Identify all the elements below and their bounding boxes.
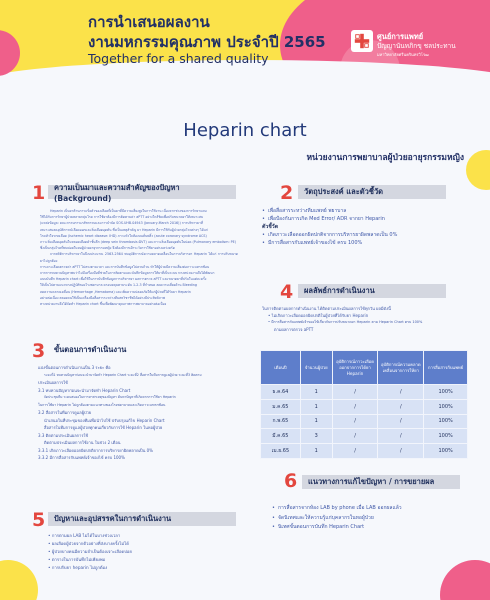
text-line: 3.1 ทบทวนปัญหาก่อนจะนำมาจัดทำ Heparin Chart	[38, 387, 131, 393]
text-line: ภาวะลิ่มเลือดอุดตันในหลอดเลือดดำชั้นลึก (deep vein thrombosis:DVT) และภาวะลิ่มเลือดอุดตันในปอด (Pulmonary embolism: PE)	[40, 240, 236, 245]
list-item: • การตามผล LAB ไม่ได้ในบางช่วงเวลา	[48, 533, 121, 538]
page-title: Heparin chart	[183, 120, 307, 141]
table-cell: 3	[300, 429, 332, 444]
column-header: อุบัติการณ์ความคลาดเคลื่อนจากการให้ยา	[378, 351, 424, 385]
table-cell: /	[378, 399, 424, 414]
list-item: • จัดนิเทศและให้ความรู้แก่บุคลากรในหอผู้ป่วย	[272, 514, 472, 524]
text-line: การเจาะเลือดตรวจค่า aPTT ไม่ตรงตามเวลา และการบันทึกข้อมูลไม่ครบถ้วน ทำให้ผู้ป่วยมีความเสี่ยงต่อภาวะแทรกซ้อน	[40, 264, 210, 269]
section-6-number: 6	[284, 470, 298, 492]
list-item: • ผลเลือดผู้ป่วยจากตัวอย่างที่ส่งบางครั้งไม่ได้	[48, 541, 129, 546]
table-row	[261, 399, 468, 414]
table-cell: 100%	[424, 414, 468, 429]
text-line: แบ่งขั้นตอนการดำเนินงานเป็น 3 ระยะ คือ	[38, 365, 111, 370]
table-cell: /	[332, 385, 378, 400]
table-cell: /	[332, 414, 378, 429]
item-text: เพื่อป้องกันการเกิด Med Error/ ADR จากยา Heparin	[268, 216, 385, 222]
text-line: นำเสนอในที่ประชุมของทีมเพื่อนำไปใช้ ปรับปรุงแก้ไข Heparin Chart	[44, 417, 165, 423]
list-item: • มีการสื่อสารกับแพทย์เจ้าของไข้ ครบ 100%	[262, 240, 363, 246]
event-slogan: Together for a shared quality	[88, 51, 269, 66]
table-cell: เม.ย.65	[261, 444, 301, 459]
section-1-title: ความเป็นมาและความสำคัญของปัญหา (Background)	[48, 185, 236, 199]
text-line: ติดตามประเมินผลการใช้งาน ในช่วง 2 เดือน	[44, 440, 121, 445]
item-text: ผู้ป่วยบางคนมีความจำเป็นต้องเจาะเลือดบ่อย	[51, 549, 132, 554]
results-table	[260, 350, 468, 459]
item-text: การปรับยา heparin ไม่ถูกต้อง	[51, 565, 108, 570]
table-cell: /	[378, 429, 424, 444]
item-text: จัดนิเทศและให้ความรู้แก่บุคลากรในหอผู้ป่วย	[278, 514, 374, 521]
text-line: 3.3.1 เกิดภาวะเลือดออกผิดปกติจากการบริหารยาผิดพลาดเป็น 0%	[38, 447, 153, 453]
list-item: • นิเทศขั้นตอนการบันทึก Heparin Chart	[272, 523, 472, 533]
table-cell: ก.พ.65	[261, 414, 301, 429]
table-cell: /	[378, 385, 424, 400]
list-item: • ไม่เกิดภาวะเลือดออกผิดปกติในผู้ป่วยที่ได้รับยา Heparin	[268, 313, 369, 318]
table-cell: 100%	[424, 429, 468, 444]
table-row	[261, 385, 468, 400]
table-cell: 1	[300, 399, 332, 414]
section-4-title: ผลลัพธ์การดำเนินงาน	[298, 284, 446, 298]
indicator-heading: ตัวชี้วัด	[262, 224, 279, 230]
department-name: หน่วยงานการพยาบาลผู้ป่วยอายุรกรรมหญิง	[306, 153, 464, 163]
item-text: ผลเลือดผู้ป่วยจากตัวอย่างที่ส่งบางครั้งไม่ได้	[51, 541, 129, 546]
text-line: ทางหน่วยงานจึงได้จัดทำ Heparin chart ขึ้นเพื่อพัฒนาคุณภาพการพยาบาลอย่างต่อเนื่อง	[40, 302, 167, 307]
table-header-row	[261, 351, 468, 385]
column-header: อุบัติการณ์ภาวะเลือดออกจากการได้ยา Heparin	[332, 351, 378, 385]
column-header: จำนวนผู้ป่วย	[300, 351, 332, 385]
table-cell: 100%	[424, 399, 468, 414]
list-item: • เกิดภาวะเลือดออกผิดปกติจากการบริหารยาผิดพลาดเป็น 0%	[262, 232, 398, 238]
text-line: ในการใช้ยา Heparin ไม่ถูกต้องตามแนวทางของโรงพยาบาลและเกิดภาวะแทรกซ้อน	[38, 402, 166, 407]
section-5-number: 5	[32, 509, 46, 531]
table-row	[261, 429, 468, 444]
text-line: ในการติดตามผลการดำเนินงาน ได้ติดตามประเมินผลการใช้ทุกวัน ผลมีดังนี้	[262, 306, 391, 311]
org-name-2: ปัญญานันทภิกขุ ชลประทาน	[377, 42, 456, 50]
item-text: มีการสื่อสารกับแพทย์เจ้าของไข้เกี่ยวกับการปรับขนาดยา Heparin ตาม Heparin Chart ครบ 100%	[271, 320, 423, 324]
item-text: ไม่เกิดภาวะเลือดออกผิดปกติในผู้ป่วยที่ได้รับยา Heparin	[271, 313, 369, 318]
item-text: การสื่อสารจากห้อง LAB by phone เมื่อ LAB ออกผลแล้ว	[278, 505, 402, 511]
text-line: Heparin เป็นยาต้านการแข็งตัวของเลือดที่เป็นยาที่มีความเสี่ยงสูงในการใช้งาน เนื่องจากช่วงของการรักษาแคบ	[50, 209, 207, 213]
table-cell: /	[378, 414, 424, 429]
text-line: ให้เป็นไปตามแนวทางปฏิบัติของโรงพยาบาล ครอบคลุมตามระดับ 1-2-3 ที่กำหนด ลดความเสี่ยงด้าน Bleeding	[40, 283, 197, 288]
header-banner	[0, 0, 490, 86]
table-cell: /	[332, 429, 378, 444]
table-cell: 1	[300, 385, 332, 400]
table-cell: 1	[300, 414, 332, 429]
text-line: (แหล่งข้อมูล: คณะกรรมการเภสัชกรรมและการบำบัด SOS.UHB.04943 (January-March 2016)) การบริหารยาที่	[40, 221, 204, 226]
text-line: จากสถิติการบริหารยาในปีงบประมาณ 2563-2564 พบอุบัติการณ์ความคลาดเคลื่อนในการบริหารยา Heparin ได้แก่ การปรับขนาดยาไม่ถูกต้อง	[40, 252, 238, 263]
org-name: ศูนย์การแพทย์	[377, 32, 424, 41]
table-cell: /	[332, 399, 378, 414]
deco-circle	[466, 150, 490, 190]
text-line: 3.3 ติดตามประเมินผลการใช้	[38, 432, 89, 438]
text-line: จากการทบทวนปัญหาพบว่าไม่มีเครื่องมือที่ช่วยในการติดตามและบันทึกข้อมูลการให้ยาที่เป็นระบบ ทางหน่วยงานจึงได้พัฒนา	[40, 271, 215, 276]
text-line: ประเมินผลการใช้	[38, 380, 68, 385]
text-line: ตามผลการตรวจ aPTT	[274, 327, 314, 332]
text-line: จัดประชุมทีม ระดมสมองในการหาสาเหตุของปัญหา ค้นหาปัญหาที่เกิดจากการใช้ยา Heparin	[44, 395, 176, 399]
text-line: โรคหัวใจขาดเลือด (Ischemic heart disease: IHD) ภาวะหัวใจห้องบนสั่นพลิ้ว (acute coronary syndrome ACS)	[40, 233, 207, 238]
section-5-title: ปัญหาและอุปสรรคในการดำเนินงาน	[48, 512, 236, 526]
event-subtitle: งานมหกรรมคุณภาพ ประจำปี 2565	[88, 33, 326, 51]
item-text: เกิดภาวะเลือดออกผิดปกติจากการบริหารยาผิดพลาดเป็น 0%	[268, 232, 398, 238]
text-line: 3.2 สื่อสารในทีมการดูแลผู้ป่วย	[38, 410, 92, 415]
table-cell: 100%	[424, 385, 468, 400]
list-item: • เพื่อป้องกันการเกิด Med Error/ ADR จากยา Heparin	[262, 216, 385, 222]
column-header: การสื่อสารกับแพทย์	[424, 351, 468, 385]
section-1-number: 1	[32, 182, 46, 204]
event-title: การนำเสนอผลงาน	[88, 13, 210, 31]
objectives-list	[262, 207, 472, 247]
table-cell: 100%	[424, 444, 468, 459]
section-6-title: แนวทางการแก้ไขปัญหา / การขยายผล	[302, 475, 460, 489]
list-item: • การปรับยา heparin ไม่ถูกต้อง	[48, 565, 108, 570]
deco-circle	[440, 560, 490, 600]
section-4-number: 4	[280, 281, 294, 303]
solutions-list	[272, 504, 472, 533]
column-header: เดือนปี	[261, 351, 301, 385]
text-line: เหมาะสมลดอุบัติการณ์เลือดออกและลิ่มเลือดอุดตัน ซึ่งเป็นเหตุสำคัญ ยา Heparin มีการใช้กับผู้ป่วยกลุ่มโรคต่างๆ ได้แก่	[40, 227, 208, 232]
table-cell: ม.ค.65	[261, 399, 301, 414]
text-line: ลดความคลาดเคลื่อน (Hemorrhage ,Hematoma) และเพิ่มความปลอดภัยให้แก่ผู้ป่วยที่ได้รับยา Heparin	[40, 289, 191, 294]
section-3-title: ขั้นตอนการดำเนินงาน	[54, 345, 127, 354]
section-2-number: 2	[280, 182, 294, 204]
background-paragraph	[40, 208, 238, 307]
list-item: • เพื่อสื่อสารระหว่างทีมแพทย์ พยาบาล	[262, 208, 347, 214]
text-line: 3.3.2 มีการสื่อสารกับแพทย์เจ้าของไข้ ครบ 100%	[38, 455, 125, 460]
list-item: • ตารางในการบันทึกไม่เพียงพอ	[48, 557, 106, 562]
table-cell: มี.ค.65	[261, 429, 301, 444]
deco-circle	[0, 560, 38, 600]
table-cell: /	[332, 444, 378, 459]
hospital-logo-icon	[351, 30, 373, 52]
table-cell: ธ.ค.64	[261, 385, 301, 400]
table-row	[261, 414, 468, 429]
text-line: ระยะที่1 ทบทวนปัญหาก่อนจะนำมาจัดทำ Heparin Chart ระยะที่2 สื่อสารในทีมการดูแลผู้ป่วย ระยะที่3 ติดตาม	[44, 372, 202, 377]
table-cell: /	[378, 444, 424, 459]
item-text: เพื่อสื่อสารระหว่างทีมแพทย์ พยาบาล	[268, 208, 347, 214]
list-item: • มีการสื่อสารกับแพทย์เจ้าของไข้เกี่ยวกับการปรับขนาดยา Heparin ตาม Heparin Chart ครบ 100%	[268, 320, 423, 324]
text-line: แบบบันทึก Heparin chart เพื่อใช้ในการบันทึกข้อมูลการบริหารยา ผลการตรวจ aPTT และขนาดยาที่ปรับในแต่ละครั้ง	[40, 277, 207, 282]
table-row	[261, 444, 468, 459]
list-item: • การสื่อสารจากห้อง LAB by phone เมื่อ LAB ออกผลแล้ว	[272, 504, 472, 514]
org-university: มหาวิทยาลัยศรีนครินทรวิโรฒ	[377, 52, 429, 57]
procedure-list	[38, 364, 238, 462]
list-item: • ผู้ป่วยบางคนมีความจำเป็นต้องเจาะเลือดบ่อย	[48, 549, 132, 554]
item-text: การตามผล LAB ไม่ได้ในบางช่วงเวลา	[51, 533, 121, 538]
results-intro	[262, 305, 472, 333]
item-text: ตารางในการบันทึกไม่เพียงพอ	[51, 557, 106, 562]
text-line: อย่างต่อเนื่อง ตลอดจนใช้เป็นเครื่องมือสื่อสารระหว่างทีมสหวิชาชีพได้อย่างมีประสิทธิภาพ	[40, 295, 166, 300]
section-2-title: วัตถุประสงค์ และตัวชี้วัด	[298, 185, 446, 199]
section-3-number: 3	[32, 340, 46, 362]
text-line: สื่อสารในทีมการดูแลผู้ป่วยทุกคนเกี่ยวกับการใช้ Heparin ในหอผู้ป่วย	[44, 425, 163, 430]
item-text: นิเทศขั้นตอนการบันทึก Heparin Chart	[278, 524, 365, 530]
problems-list	[48, 532, 238, 572]
table-cell: 1	[300, 444, 332, 459]
text-line: ซึ่งเป็นกลุ่มโรคที่พบบ่อยในหอผู้ป่วยอายุรกรรมหญิง จึงต้องมีการเฝ้าระวังการใช้ยาอย่างเคร่งครัด	[40, 246, 175, 251]
item-text: มีการสื่อสารกับแพทย์เจ้าของไข้ ครบ 100%	[268, 240, 363, 246]
text-line: ใช้ได้กับการรักษาผู้ป่วยหลายกลุ่มโรค การใช้ยาต้องมีการติดตามค่า aPTT อย่างใกล้ชิดเพื่อปรับขนาดยาให้เหมาะสม	[40, 215, 204, 220]
